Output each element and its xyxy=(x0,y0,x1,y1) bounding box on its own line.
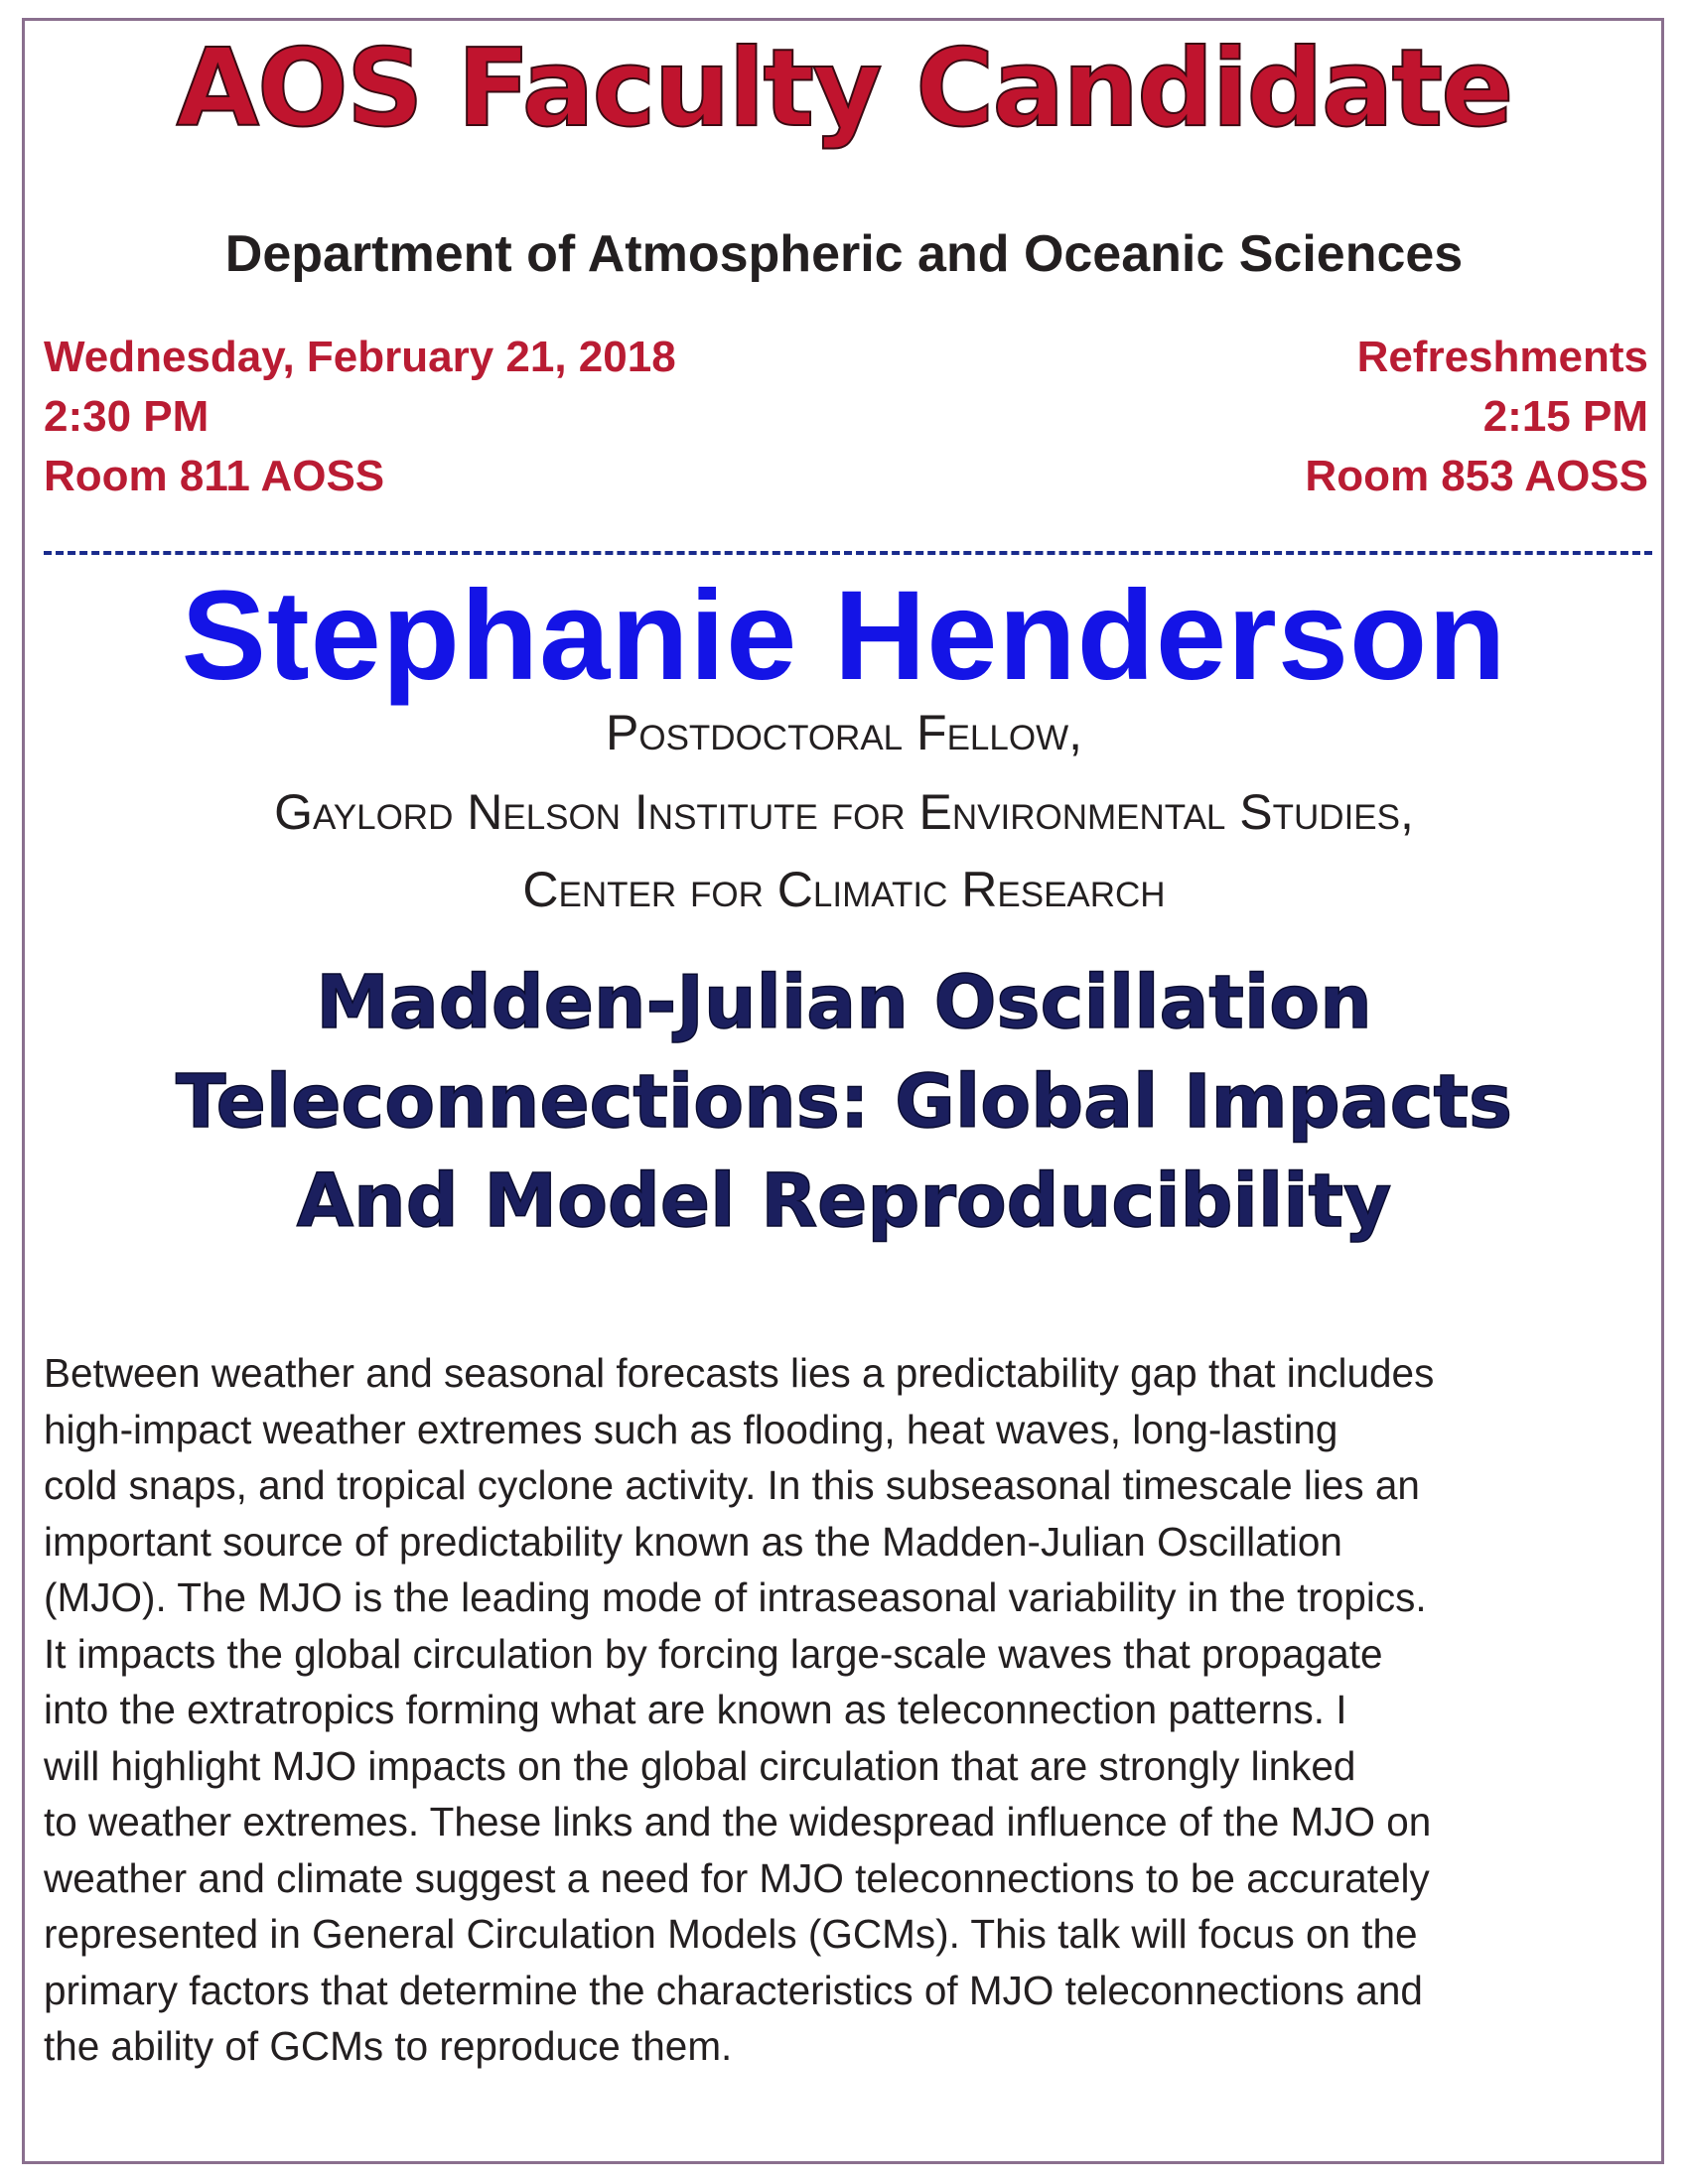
flyer-headline: AOS Faculty Candidate xyxy=(176,27,1512,151)
speaker-institute: Gaylord Nelson Institute for Environmental Studies, xyxy=(274,784,1414,840)
event-date: Wednesday, February 21, 2018 xyxy=(44,333,676,381)
abstract-line: primary factors that determine the characteristics of MJO teleconnections and xyxy=(44,1967,1423,2013)
abstract-line: into the extratropics forming what are known as teleconnection patterns. I xyxy=(44,1687,1347,1732)
speaker-center: Center for Climatic Research xyxy=(522,862,1166,917)
abstract-line: high-impact weather extremes such as flooding, heat waves, long-lasting xyxy=(44,1406,1338,1452)
talk-abstract xyxy=(44,1345,1662,2075)
event-time: 2:30 PM xyxy=(44,392,210,441)
abstract-line: important source of predictability known as the Madden-Julian Oscillation xyxy=(44,1518,1342,1565)
dashed-divider xyxy=(44,551,1652,555)
refreshments-label: Refreshments xyxy=(1356,333,1648,381)
talk-title xyxy=(0,953,1688,1251)
talk-title-line: Teleconnections: Global Impacts xyxy=(176,1059,1512,1145)
abstract-line: cold snaps, and tropical cyclone activity. In this subseasonal timescale lies an xyxy=(44,1462,1420,1508)
speaker-position: Postdoctoral Fellow, xyxy=(606,705,1082,760)
talk-title-line: Madden-Julian Oscillation xyxy=(316,960,1372,1045)
refreshments-room: Room 853 AOSS xyxy=(1305,452,1648,500)
abstract-line: will highlight MJO impacts on the global circulation that are strongly linked xyxy=(44,1742,1356,1789)
abstract-line: Between weather and seasonal forecasts lies a predictability gap that includes xyxy=(44,1350,1435,1396)
refreshments-details xyxy=(1305,328,1648,506)
refreshments-time: 2:15 PM xyxy=(1482,392,1648,441)
talk-title-line: And Model Reproducibility xyxy=(296,1159,1392,1244)
speaker-name: Stephanie Henderson xyxy=(181,565,1507,707)
abstract-line: to weather extremes. These links and the widespread influence of the MJO on xyxy=(44,1799,1432,1844)
abstract-line: It impacts the global circulation by forcing large-scale waves that propagate xyxy=(44,1630,1383,1677)
event-details xyxy=(44,328,676,506)
abstract-line: represented in General Circulation Models (GCMs). This talk will focus on the xyxy=(44,1911,1418,1957)
department-name: Department of Atmospheric and Oceanic Sciences xyxy=(224,225,1464,283)
abstract-line: (MJO). The MJO is the leading mode of intraseasonal variability in the tropics. xyxy=(44,1574,1427,1620)
event-room: Room 811 AOSS xyxy=(44,452,385,500)
abstract-line: the ability of GCMs to reproduce them. xyxy=(44,2023,733,2069)
abstract-line: weather and climate suggest a need for MJO teleconnections to be accurately xyxy=(44,1854,1430,1901)
